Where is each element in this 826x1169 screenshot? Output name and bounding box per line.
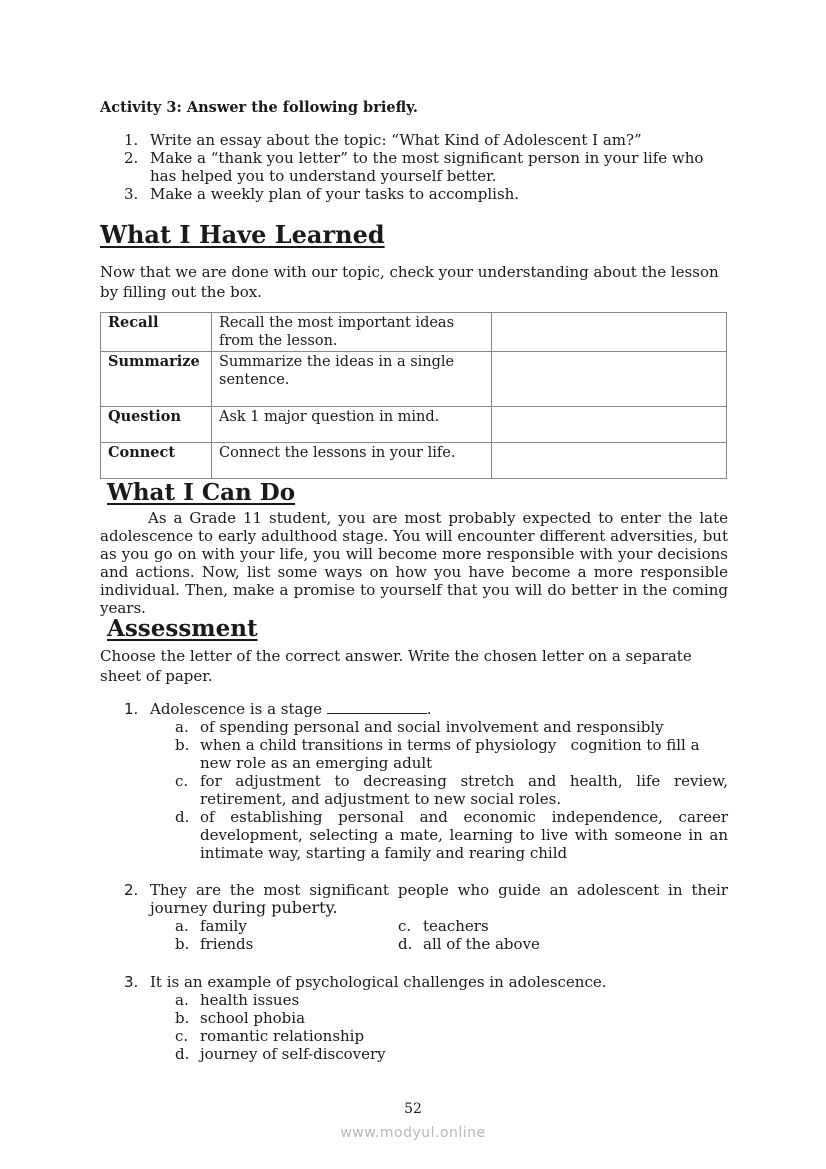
page-number: 52 (404, 1101, 422, 1117)
question-2: 2. They are the most significant people who guide an adolescent in their journey during puberty. a. family c. teachers b. friends d. all of the above (124, 881, 728, 953)
answer-blank (327, 701, 427, 714)
options (175, 991, 728, 1063)
answer-cell[interactable] (492, 407, 727, 443)
answer-cell[interactable] (492, 352, 727, 407)
section-heading-assessment: Assessment (107, 615, 258, 642)
row-description: Ask 1 major question in mind. (212, 407, 492, 443)
row-description: Recall the most important ideas from the lesson. (212, 313, 492, 352)
activity-title: Activity 3: Answer the following briefly. (100, 99, 418, 116)
row-description: Summarize the ideas in a single sentence. (212, 352, 492, 407)
options (175, 718, 728, 862)
learned-intro: Now that we are done with our topic, check your understanding about the lesson by filling out the box. (100, 263, 719, 301)
section-heading-learned: What I Have Learned (100, 220, 385, 249)
list-item: 1. Write an essay about the topic: “What Kind of Adolescent I am?” (124, 131, 642, 149)
list-item: 3. Make a weekly plan of your tasks to accomplish. (124, 185, 520, 203)
option: d. of establishing personal and economic independence, career development, selecting a mate, learning to live with someone in an intimate way, starting a family and rearing child (175, 808, 728, 862)
option: d. all of the above (398, 935, 540, 953)
answer-cell[interactable] (492, 443, 727, 479)
option: d. journey of self-discovery (175, 1045, 386, 1063)
table-row (101, 352, 727, 407)
option: b. school phobia (175, 1009, 306, 1027)
watermark: www.modyul.online (340, 1125, 486, 1141)
row-label: Recall (101, 313, 212, 352)
option: c. romantic relationship (175, 1027, 365, 1045)
learning-table (100, 312, 727, 479)
table-row (101, 407, 727, 443)
option: b. friends (175, 935, 254, 953)
list-item: 2. Make a “thank you letter” to the most significant person in your life who has helped you to understand yourself better. (124, 149, 704, 185)
question-3: 3. It is an example of psychological challenges in adolescence. a. health issues b. school phobia c. romantic relationship d. journey of self-discovery (100, 973, 728, 1063)
assessment-intro: Choose the letter of the correct answer. Write the chosen letter on a separate sheet of paper. (100, 647, 692, 685)
table-row (101, 443, 727, 479)
cando-paragraph: As a Grade 11 student, you are most probably expected to enter the late adolescence to early adulthood stage. You will encounter different adversities, but as you go on with your life, you will become more responsible with your decisions and actions. Now, list some ways on how you have become a more responsible individual. Then, make a promise to yourself that you will do better in the coming years. (100, 509, 728, 617)
row-label: Connect (101, 443, 212, 479)
options (175, 917, 728, 953)
row-label: Summarize (101, 352, 212, 407)
option: b. when a child transitions in terms of physiology cognition to fill a new role as an emerging adult (175, 736, 705, 772)
row-label: Question (101, 407, 212, 443)
activity-list (100, 131, 728, 203)
question-1: 1. Adolescence is a stage . a. of spending personal and social involvement and responsibly b. when a child transitions in terms of physiology cognition to fill a new role as an emerging adult c. for adjustment to decreasing stretch and health, life review, retirement, and adjustment to new social roles. d. of establishing personal and economic independence, career development, selecting a mate, learning to live with someone in an intimate way, starting a family and rearing child (124, 700, 728, 862)
answer-cell[interactable] (492, 313, 727, 352)
row-description: Connect the lessons in your life. (212, 443, 492, 479)
section-heading-cando: What I Can Do (107, 479, 296, 506)
option: c. teachers (398, 917, 489, 935)
option: c. for adjustment to decreasing stretch and health, life review, retirement, and adjustment to new social roles. (175, 772, 728, 808)
option: a. family (175, 917, 247, 935)
option: a. of spending personal and social involvement and responsibly (175, 718, 664, 736)
option: a. health issues (175, 991, 300, 1009)
table-row (101, 313, 727, 352)
